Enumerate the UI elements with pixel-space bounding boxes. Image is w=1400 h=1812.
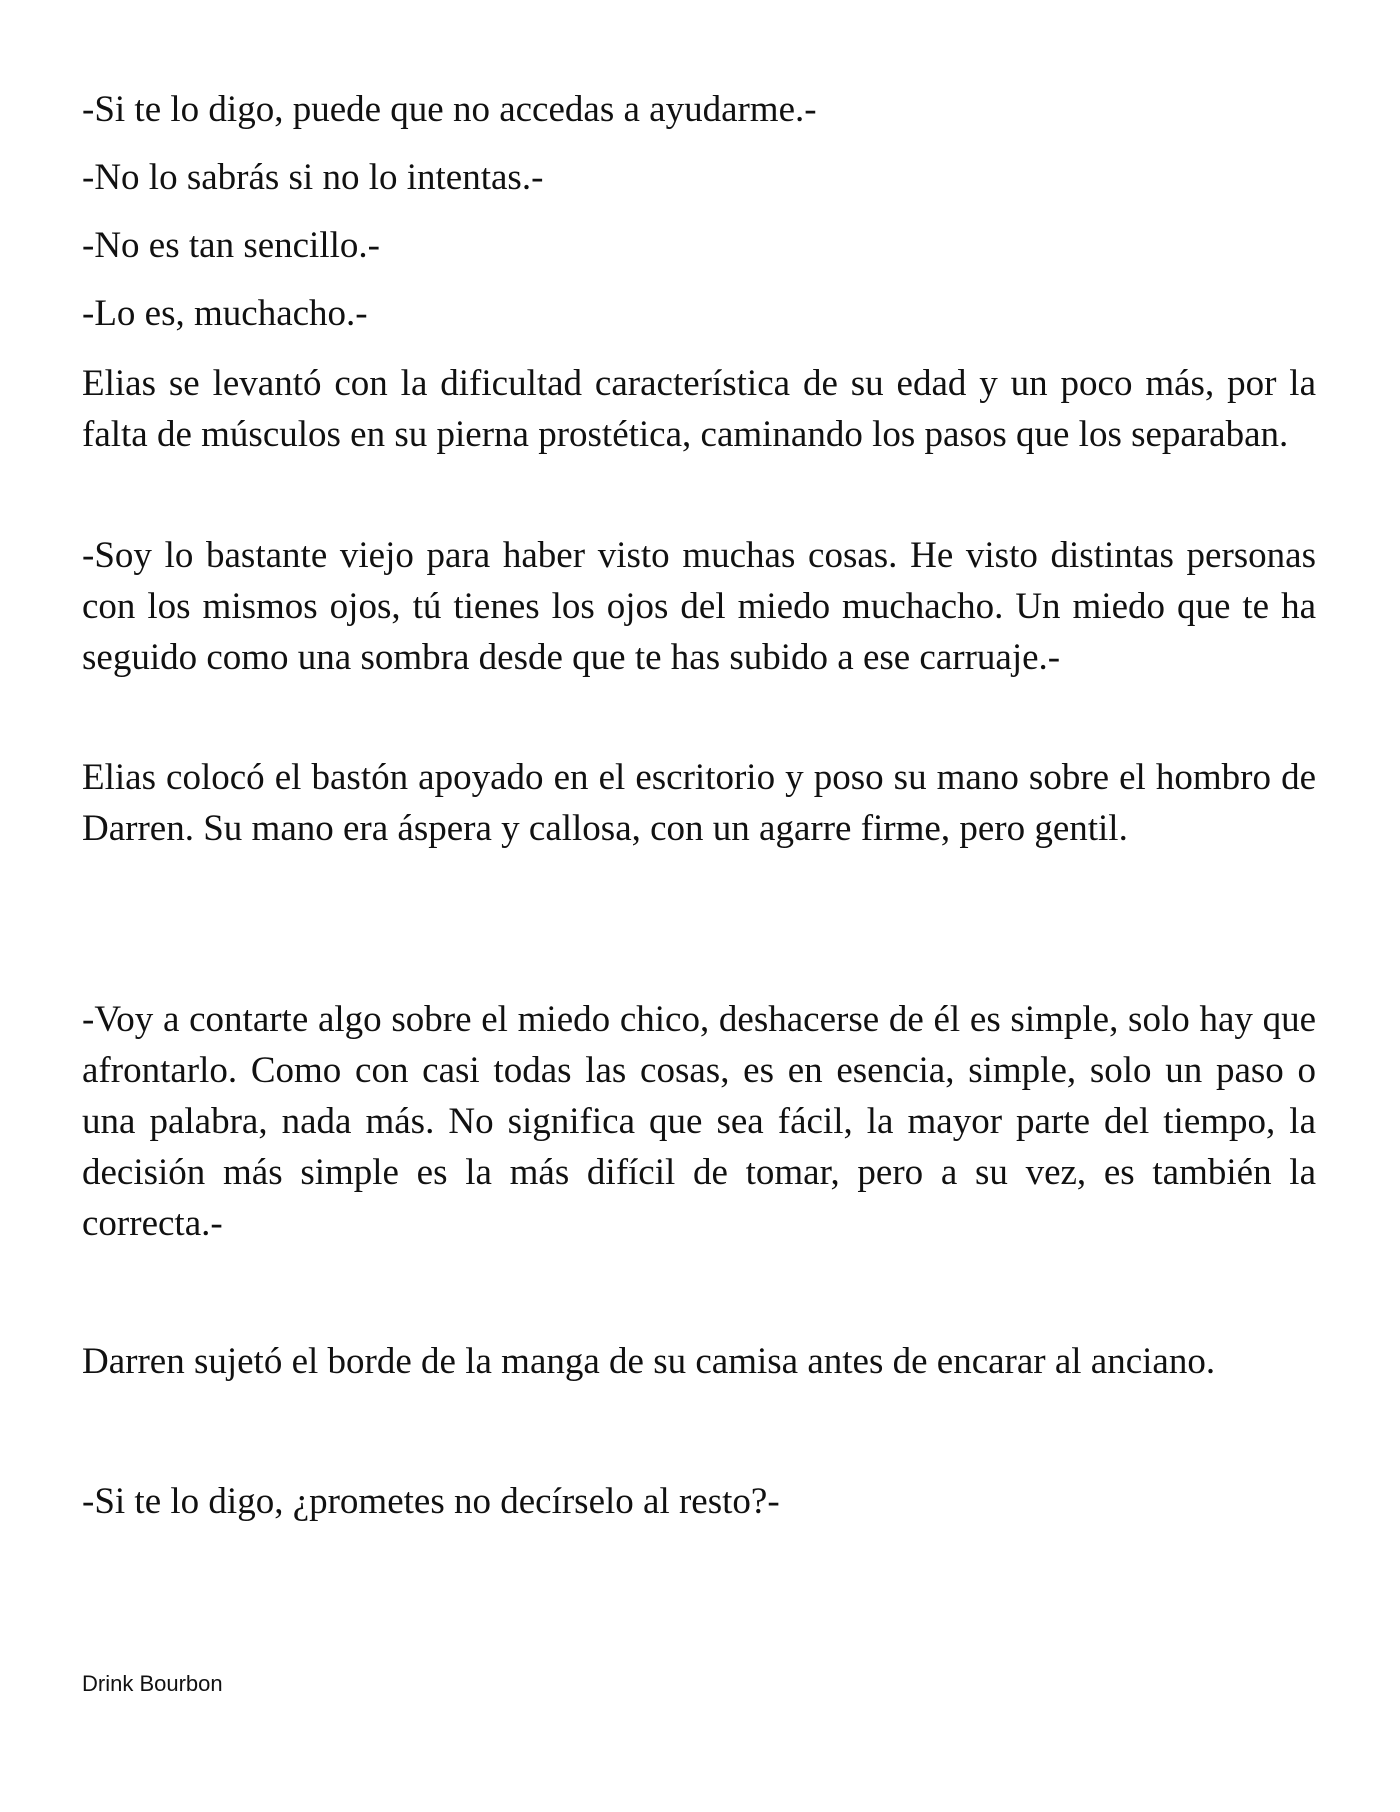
paragraph-7: Elias colocó el bastón apoyado en el escritorio y poso su mano sobre el hombro de Darren. Su mano era áspera y callosa, con un agarre firme, pero gentil. (82, 757, 1316, 849)
paragraph-9: Darren sujetó el borde de la manga de su camisa antes de encarar al anciano. (82, 1341, 1216, 1382)
paragraph-4: -Lo es, muchacho.- (82, 293, 368, 334)
paragraph-1: -Si te lo digo, puede que no accedas a ayudarme.- (82, 89, 817, 130)
paragraph-5: Elias se levantó con la dificultad característica de su edad y un poco más, por la falta de músculos en su pierna prostética, caminando los pasos que los separaban. (82, 363, 1316, 455)
paragraph-2: -No lo sabrás si no lo intentas.- (82, 157, 544, 198)
paragraph-6: -Soy lo bastante viejo para haber visto muchas cosas. He visto distintas personas con los mismos ojos, tú tienes los ojos del miedo muchacho. Un miedo que te ha seguido como una sombra desde que te has subido a ese carruaje.- (82, 535, 1316, 678)
footer-label: Drink Bourbon (82, 1671, 223, 1696)
paragraph-10: -Si te lo digo, ¿prometes no decírselo al resto?- (82, 1481, 780, 1522)
paragraph-8: -Voy a contarte algo sobre el miedo chico, deshacerse de él es simple, solo hay que afrontarlo. Como con casi todas las cosas, es en esencia, simple, solo un paso o una palabra, nada más. No significa que sea fácil, la mayor parte del tiempo, la decisión más simple es la más difícil de tomar, pero a su vez, es también la correcta.- (82, 999, 1316, 1244)
paragraph-3: -No es tan sencillo.- (82, 225, 380, 266)
